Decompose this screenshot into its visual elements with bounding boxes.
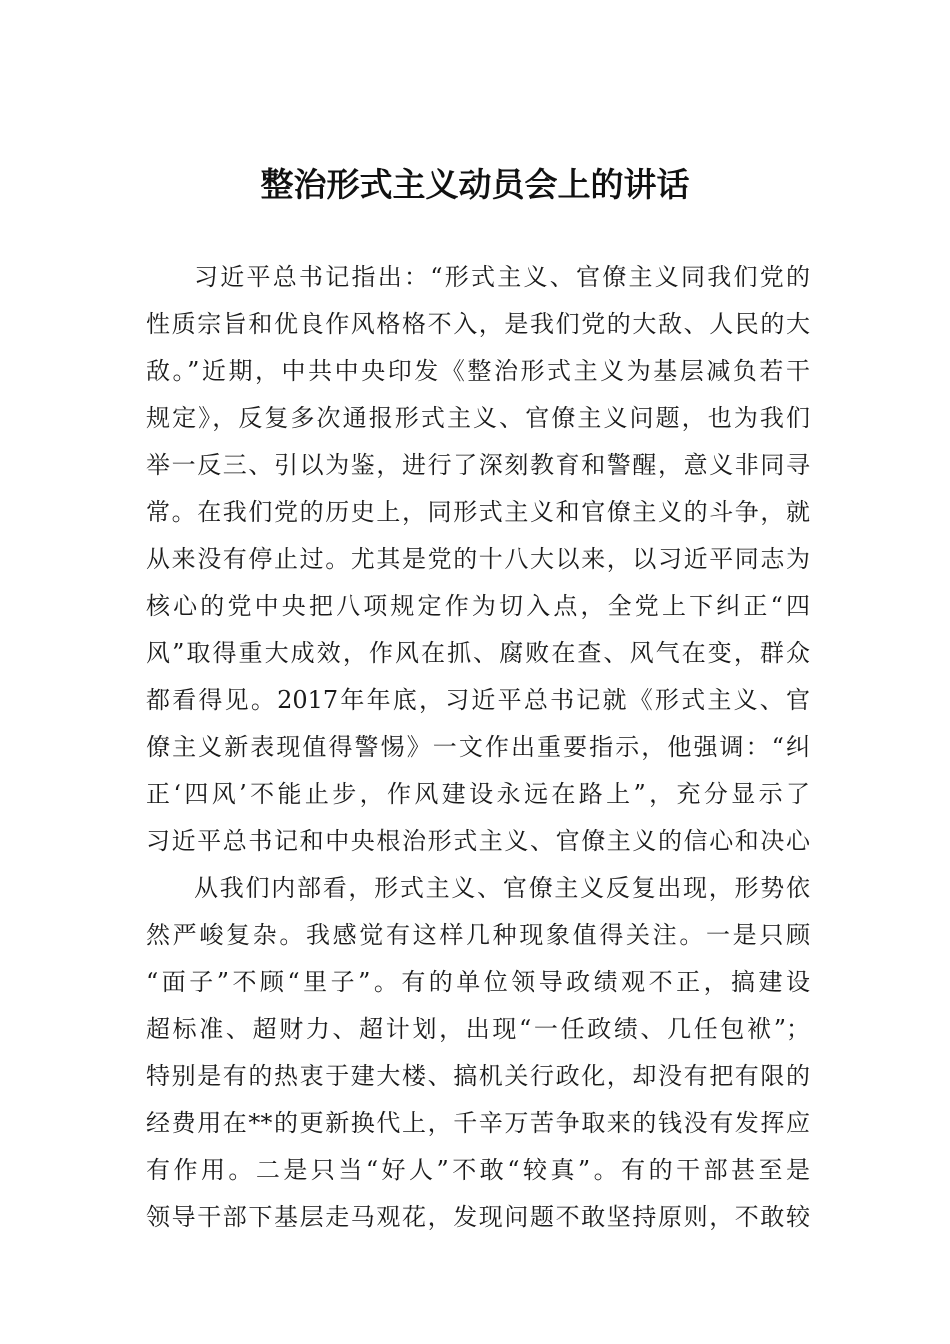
paragraph-line: 超标准、超财力、超计划，出现“一任政绩、几任包袱”； (146, 1015, 810, 1043)
paragraph-line: 举一反三、引以为鉴，进行了深刻教育和警醒，意义非同寻 (146, 451, 810, 479)
paragraph-line: 风”取得重大成效，作风在抓、腐败在查、风气在变，群众 (146, 639, 810, 667)
paragraph-line: 习近平总书记和中央根治形式主义、官僚主义的信心和决心 (146, 827, 810, 855)
paragraph-line: 从来没有停止过。尤其是党的十八大以来，以习近平同志为 (146, 545, 810, 573)
paragraph-line: 规定》，反复多次通报形式主义、官僚主义问题，也为我们 (146, 404, 810, 432)
paragraph-line: 特别是有的热衷于建大楼、搞机关行政化，却没有把有限的 (146, 1062, 810, 1090)
paragraph-line: 然严峻复杂。我感觉有这样几种现象值得关注。一是只顾 (146, 921, 810, 949)
paragraph-line: 性质宗旨和优良作风格格不入，是我们党的大敌、人民的大 (146, 310, 810, 338)
paragraph-line: 都看得见。2017年年底，习近平总书记就《形式主义、官 (146, 686, 810, 714)
paragraph-line: 正‘四风’不能止步，作风建设永远在路上”，充分显示了 (146, 780, 810, 808)
paragraph-line: 核心的党中央把八项规定作为切入点，全党上下纠正“四 (146, 592, 810, 620)
paragraph-line: 经费用在**的更新换代上，千辛万苦争取来的钱没有发挥应 (146, 1109, 810, 1137)
paragraph-line: 从我们内部看，形式主义、官僚主义反复出现，形势依 (194, 874, 810, 902)
paragraph-line: 领导干部下基层走马观花，发现问题不敢坚持原则，不敢较 (146, 1203, 810, 1231)
paragraph-line: 常。在我们党的历史上，同形式主义和官僚主义的斗争，就 (146, 498, 810, 526)
document-body (146, 254, 810, 1241)
paragraph-line: “面子”不顾“里子”。有的单位领导政绩观不正，搞建设 (146, 968, 810, 996)
paragraph-line: 僚主义新表现值得警惕》一文作出重要指示，他强调：“纠 (146, 733, 810, 761)
paragraph-line: 习近平总书记指出：“形式主义、官僚主义同我们党的 (194, 263, 810, 291)
paragraph-2 (146, 865, 810, 1241)
paragraph-1 (146, 254, 810, 865)
document-title: 整治形式主义动员会上的讲话 (260, 165, 690, 204)
paragraph-line: 敌。”近期，中共中央印发《整治形式主义为基层减负若干 (146, 357, 810, 385)
paragraph-line: 有作用。二是只当“好人”不敢“较真”。有的干部甚至是 (146, 1156, 810, 1184)
